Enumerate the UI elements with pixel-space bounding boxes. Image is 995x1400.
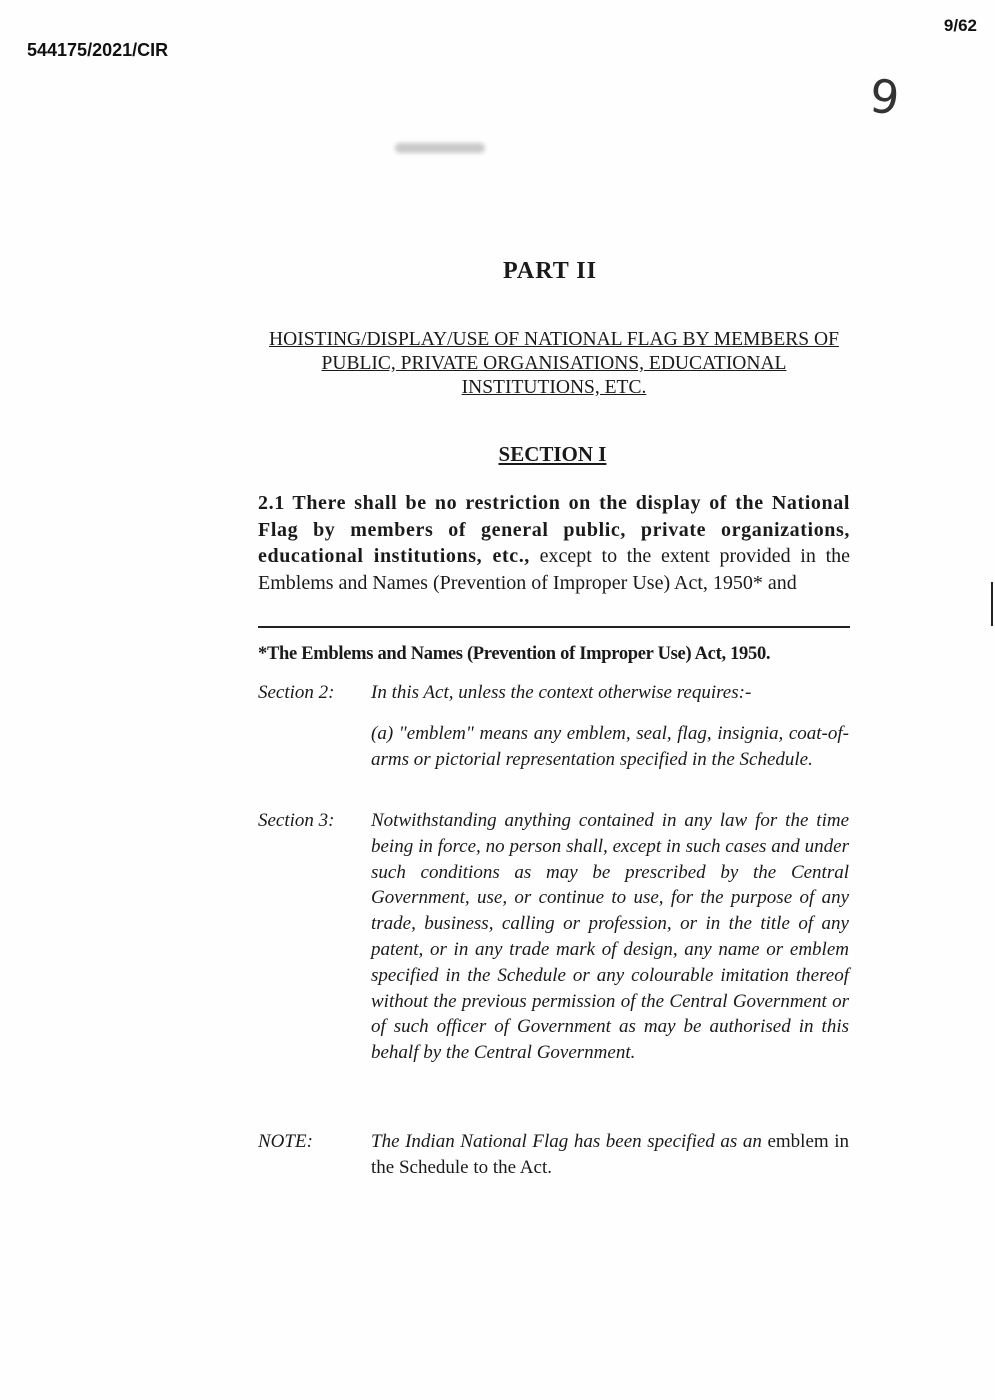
footnote-section-3 (258, 808, 852, 1123)
note-label: NOTE: (258, 1131, 313, 1152)
note-text-italic: The Indian National Flag has been specified as an (371, 1131, 762, 1152)
scan-edge-mark (991, 582, 993, 626)
paragraph-2-1 (258, 490, 850, 596)
paragraph-bold-text: There shall be no restriction on the display of the National Flag by members of general public, private organizations, educational institutions, etc., (258, 492, 851, 567)
note-text-upright: emblem in the Schedule to the Act. (371, 1131, 850, 1178)
paragraph-text: except to the extent provided in the Emblems and Names (Prevention of Improper Use) Act, 1950* and (258, 545, 851, 594)
footnote-note (258, 1129, 852, 1185)
section-2-text: In this Act, unless the context otherwise requires:- (371, 682, 752, 703)
handwritten-page-number: 9 (867, 68, 903, 126)
file-reference: 544175/2021/CIR (27, 40, 169, 60)
section-2-label: Section 2: (258, 682, 335, 703)
section-title: SECTION I (498, 442, 607, 466)
section-3-label: Section 3: (258, 810, 335, 831)
section-3-text: Notwithstanding anything contained in any law for the time being in force, no person shall, except in such cases and under such conditions as may be prescribed by the Central Government, use, or continue to use, for the purpose of any trade, business, calling or profession, or in the title of any patent, or in any trade mark of design, any name or emblem specified in the Schedule or any colourable imitation thereof without the previous permission of the Central Government or of such officer of Government as may be authorised in this behalf by the Central Government. (371, 810, 849, 1064)
footnote-divider (258, 626, 850, 628)
document-heading: HOISTING/DISPLAY/USE OF NATIONAL FLAG BY MEMBERS OF PUBLIC, PRIVATE ORGANISATIONS, EDUCATIONAL INSTITUTIONS, ETC. (269, 329, 839, 398)
section-2-clause-a: (a) "emblem" means any emblem, seal, flag, insignia, coat-of-arms or pictorial representation specified in the Schedule. (371, 723, 849, 770)
scan-smudge (395, 143, 485, 153)
footnote-section-2 (258, 680, 852, 708)
page-number: 9/62 (943, 16, 977, 35)
footnote-section-2-clause (258, 721, 852, 801)
paragraph-number: 2.1 (258, 492, 285, 514)
footnote-title: *The Emblems and Names (Prevention of Improper Use) Act, 1950. (258, 644, 771, 664)
part-title: PART II (503, 258, 597, 284)
note-text (371, 1129, 849, 1181)
